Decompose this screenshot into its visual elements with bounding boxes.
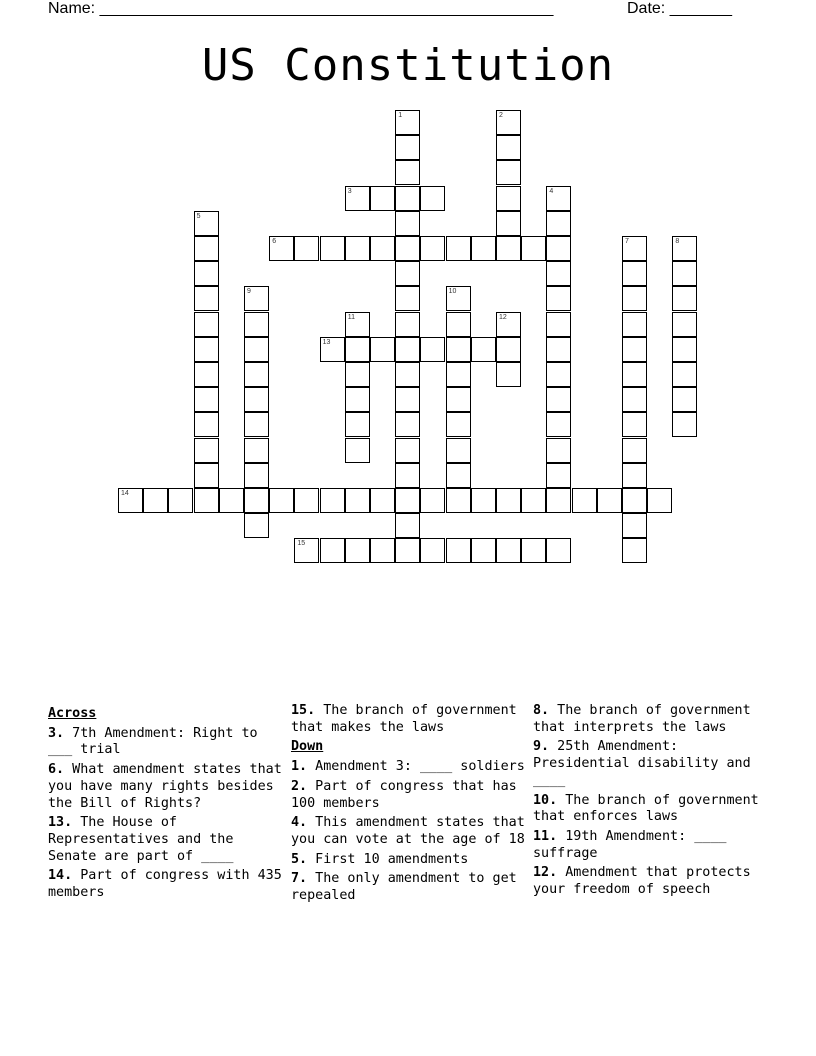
crossword-cell[interactable] xyxy=(546,211,571,236)
crossword-cell[interactable] xyxy=(471,488,496,513)
clue xyxy=(291,779,527,812)
crossword-cell[interactable] xyxy=(345,412,370,437)
crossword-cell[interactable] xyxy=(672,261,697,286)
clue-text: Amendment 3: ____ soldiers xyxy=(307,759,525,775)
crossword-cell[interactable] xyxy=(446,412,471,437)
crossword-cell[interactable] xyxy=(395,110,420,135)
clue-number: 1 xyxy=(398,112,403,119)
clue-text: This amendment states that you can vote at the age of 18 xyxy=(291,815,525,847)
crossword-cell[interactable] xyxy=(168,488,193,513)
crossword-cell[interactable] xyxy=(294,236,319,261)
crossword-cell[interactable] xyxy=(370,236,395,261)
crossword-cell[interactable] xyxy=(622,438,647,463)
clue xyxy=(291,815,527,848)
clue xyxy=(533,865,769,898)
crossword-cell[interactable] xyxy=(345,186,370,211)
clue xyxy=(291,759,527,776)
crossword-cell[interactable] xyxy=(345,362,370,387)
clue-text: Amendment that protects your freedom of speech xyxy=(533,865,751,898)
clue xyxy=(533,793,769,826)
page-title: US Constitution xyxy=(201,40,615,91)
crossword-cell[interactable] xyxy=(244,412,269,437)
crossword-cell[interactable] xyxy=(244,286,269,311)
clue-number-label: 4. xyxy=(291,815,308,831)
clue-text: The branch of government that enforces laws xyxy=(533,792,759,825)
crossword-cell[interactable] xyxy=(269,488,294,513)
crossword-cell[interactable] xyxy=(345,538,370,563)
crossword-cell[interactable] xyxy=(370,337,395,362)
crossword-cell[interactable] xyxy=(320,538,345,563)
crossword-cell[interactable] xyxy=(622,513,647,538)
crossword-cell[interactable] xyxy=(521,488,546,513)
clue-number: 14 xyxy=(121,490,129,497)
crossword-cell[interactable] xyxy=(194,438,219,463)
crossword-cell[interactable] xyxy=(471,337,496,362)
clue-number-label: 15. xyxy=(291,703,316,718)
crossword-cell[interactable] xyxy=(320,236,345,261)
crossword-cell[interactable] xyxy=(446,538,471,563)
crossword-cell[interactable] xyxy=(521,538,546,563)
crossword-cell[interactable] xyxy=(647,488,672,513)
clue-number: 10 xyxy=(448,288,457,296)
crossword-cell[interactable] xyxy=(622,463,647,488)
crossword-cell[interactable] xyxy=(496,186,521,211)
clue-number: 6 xyxy=(272,238,277,245)
crossword-cell[interactable] xyxy=(294,488,319,513)
clue-number: 2 xyxy=(499,112,503,119)
crossword-cell[interactable] xyxy=(471,236,496,261)
clue-number-label: 1. xyxy=(291,759,308,775)
clue-number-label: 8. xyxy=(533,703,550,718)
crossword-cell[interactable] xyxy=(546,312,571,337)
clue xyxy=(48,726,284,759)
crossword-cell[interactable] xyxy=(345,438,370,463)
clue-number-label: 5. xyxy=(291,851,308,867)
clue-text: First 10 amendments xyxy=(307,851,469,867)
clue xyxy=(533,739,769,789)
clue-number: 12 xyxy=(499,313,507,321)
clue xyxy=(48,868,284,901)
clue-column-1 xyxy=(48,703,284,905)
crossword-cell[interactable] xyxy=(244,488,269,513)
clue-text: 7th Amendment: Right to ___ trial xyxy=(48,725,258,758)
crossword-cell[interactable] xyxy=(446,438,471,463)
crossword-cell[interactable] xyxy=(446,362,471,387)
crossword-cell[interactable] xyxy=(546,261,571,286)
crossword-cell[interactable] xyxy=(446,387,471,412)
crossword-cell[interactable] xyxy=(244,513,269,538)
clue-number-label: 6. xyxy=(48,762,65,778)
crossword-cell[interactable] xyxy=(395,261,420,286)
crossword-cell[interactable] xyxy=(395,538,420,563)
crossword-cell[interactable] xyxy=(395,412,420,437)
crossword-cell[interactable] xyxy=(244,312,269,337)
crossword-cell[interactable] xyxy=(546,337,571,362)
crossword-cell[interactable] xyxy=(194,236,219,261)
crossword-cell[interactable] xyxy=(622,286,647,311)
crossword-cell[interactable] xyxy=(546,286,571,311)
crossword-cell[interactable] xyxy=(446,236,471,261)
crossword-cell[interactable] xyxy=(320,337,345,362)
crossword-cell[interactable] xyxy=(597,488,622,513)
crossword-cell[interactable] xyxy=(244,362,269,387)
clue xyxy=(291,852,527,869)
crossword-cell[interactable] xyxy=(546,488,571,513)
crossword-cell[interactable] xyxy=(395,186,420,211)
crossword-cell[interactable] xyxy=(546,412,571,437)
crossword-cell[interactable] xyxy=(395,160,420,185)
crossword-cell[interactable] xyxy=(395,488,420,513)
crossword-cell[interactable] xyxy=(345,488,370,513)
clue-number-label: 12. xyxy=(533,865,558,881)
crossword-cell[interactable] xyxy=(496,236,521,261)
crossword-cell[interactable] xyxy=(244,337,269,362)
crossword-cell[interactable] xyxy=(395,135,420,160)
crossword-cell[interactable] xyxy=(546,387,571,412)
clue-number: 9 xyxy=(247,288,251,296)
crossword-cell[interactable] xyxy=(294,538,319,563)
crossword-cell[interactable] xyxy=(446,312,471,337)
crossword-cell[interactable] xyxy=(219,488,244,513)
crossword-cell[interactable] xyxy=(546,236,571,261)
name-line[interactable]: Name: ___________________________________________________ xyxy=(48,0,554,17)
crossword-cell[interactable] xyxy=(370,538,395,563)
crossword-cell[interactable] xyxy=(194,463,219,488)
crossword-cell[interactable] xyxy=(244,463,269,488)
clue-number: 11 xyxy=(347,313,356,321)
crossword-cell[interactable] xyxy=(471,538,496,563)
crossword-cell[interactable] xyxy=(446,463,471,488)
crossword-cell[interactable] xyxy=(194,211,219,236)
crossword-cell[interactable] xyxy=(622,538,647,563)
crossword-cell[interactable] xyxy=(622,362,647,387)
crossword-cell[interactable] xyxy=(496,160,521,185)
clue-number-label: 9. xyxy=(533,739,550,755)
clue xyxy=(48,762,284,812)
crossword-cell[interactable] xyxy=(194,387,219,412)
crossword-cell[interactable] xyxy=(546,362,571,387)
crossword-cell[interactable] xyxy=(622,236,647,261)
crossword-cell[interactable] xyxy=(672,362,697,387)
crossword-cell[interactable] xyxy=(546,438,571,463)
crossword-cell[interactable] xyxy=(420,186,445,211)
crossword-cell[interactable] xyxy=(345,312,370,337)
clue-heading: Down xyxy=(291,739,324,755)
crossword-cell[interactable] xyxy=(395,362,420,387)
crossword-cell[interactable] xyxy=(420,236,445,261)
crossword-cell[interactable] xyxy=(672,387,697,412)
crossword-cell[interactable] xyxy=(118,488,143,513)
crossword-cell[interactable] xyxy=(269,236,294,261)
crossword-cell[interactable] xyxy=(370,488,395,513)
crossword-cell[interactable] xyxy=(320,488,345,513)
crossword-cell[interactable] xyxy=(194,337,219,362)
crossword-cell[interactable] xyxy=(395,211,420,236)
clue-text: 25th Amendment: Presidential disability and ____ xyxy=(533,739,751,788)
clue xyxy=(291,703,527,736)
crossword-cell[interactable] xyxy=(395,387,420,412)
crossword-cell[interactable] xyxy=(395,337,420,362)
clue-number: 3 xyxy=(347,187,352,195)
clue xyxy=(291,871,527,904)
clue-text: The House of Representatives and the Senate are part of ____ xyxy=(48,815,234,864)
crossword-cell[interactable] xyxy=(546,186,571,211)
clue-number-label: 11. xyxy=(533,828,558,844)
crossword-cell[interactable] xyxy=(572,488,597,513)
crossword-cell[interactable] xyxy=(143,488,168,513)
crossword-cell[interactable] xyxy=(395,513,420,538)
crossword-cell[interactable] xyxy=(672,337,697,362)
crossword-cell[interactable] xyxy=(420,538,445,563)
clue-number: 13 xyxy=(322,338,331,346)
crossword-cell[interactable] xyxy=(521,236,546,261)
crossword-cell[interactable] xyxy=(194,362,219,387)
clue-text: The branch of government that makes the laws xyxy=(291,703,517,735)
clue-text: Part of congress that has 100 members xyxy=(291,778,517,811)
crossword-cell[interactable] xyxy=(496,135,521,160)
crossword-cell[interactable] xyxy=(446,286,471,311)
clue-column-2 xyxy=(291,703,527,908)
clue xyxy=(533,829,769,862)
crossword-cell[interactable] xyxy=(420,488,445,513)
clue-number-label: 7. xyxy=(291,871,308,887)
crossword-cell[interactable] xyxy=(395,312,420,337)
crossword-cell[interactable] xyxy=(194,312,219,337)
crossword-cell[interactable] xyxy=(496,538,521,563)
clue-text: The only amendment to get repealed xyxy=(291,871,517,904)
clue-number: 8 xyxy=(675,238,680,245)
clue-number-label: 10. xyxy=(533,792,558,808)
crossword-cell[interactable] xyxy=(496,110,521,135)
clue xyxy=(48,815,284,865)
clue-number-label: 2. xyxy=(291,778,308,794)
crossword-cell[interactable] xyxy=(395,286,420,311)
clue-number: 5 xyxy=(196,212,201,220)
crossword-cell[interactable] xyxy=(420,337,445,362)
crossword-cell[interactable] xyxy=(546,538,571,563)
crossword-cell[interactable] xyxy=(345,236,370,261)
crossword-cell[interactable] xyxy=(244,387,269,412)
crossword-cell[interactable] xyxy=(622,337,647,362)
crossword-cell[interactable] xyxy=(395,463,420,488)
crossword-cell[interactable] xyxy=(622,412,647,437)
crossword-cell[interactable] xyxy=(622,387,647,412)
crossword-cell[interactable] xyxy=(194,412,219,437)
crossword-cell[interactable] xyxy=(345,337,370,362)
crossword-cell[interactable] xyxy=(496,312,521,337)
clue-text: 19th Amendment: ____ suffrage xyxy=(533,828,727,861)
crossword-cell[interactable] xyxy=(194,261,219,286)
crossword-cell[interactable] xyxy=(370,186,395,211)
clue-number: 15 xyxy=(297,540,306,548)
clue-heading: Across xyxy=(48,706,97,721)
crossword-cell[interactable] xyxy=(496,488,521,513)
crossword-cell[interactable] xyxy=(194,286,219,311)
crossword-cell[interactable] xyxy=(194,488,219,513)
clue-number-label: 14. xyxy=(48,868,73,884)
crossword-cell[interactable] xyxy=(496,337,521,362)
crossword-cell[interactable] xyxy=(496,362,521,387)
crossword-cell[interactable] xyxy=(672,312,697,337)
clue xyxy=(533,703,769,736)
date-line[interactable]: Date: _______ xyxy=(627,0,732,17)
clue-text: The branch of government that interprets the laws xyxy=(533,703,751,735)
crossword-cell[interactable] xyxy=(622,261,647,286)
crossword-cell[interactable] xyxy=(546,463,571,488)
clue-number-label: 3. xyxy=(48,725,65,741)
clue-number: 7 xyxy=(625,238,629,245)
crossword-cell[interactable] xyxy=(496,211,521,236)
crossword-cell[interactable] xyxy=(622,312,647,337)
crossword-cell[interactable] xyxy=(395,438,420,463)
crossword-cell[interactable] xyxy=(395,236,420,261)
crossword-cell[interactable] xyxy=(672,286,697,311)
crossword-cell[interactable] xyxy=(672,236,697,261)
clue-column-3 xyxy=(533,703,769,902)
crossword-cell[interactable] xyxy=(345,387,370,412)
crossword-cell[interactable] xyxy=(244,438,269,463)
crossword-cell[interactable] xyxy=(672,412,697,437)
clue-number: 4 xyxy=(549,187,554,195)
clue-text: What amendment states that you have many rights besides the Bill of Rights? xyxy=(48,762,282,811)
clue-number-label: 13. xyxy=(48,815,73,831)
crossword-cell[interactable] xyxy=(446,488,471,513)
clue-text: Part of congress with 435 members xyxy=(48,868,282,901)
crossword-cell[interactable] xyxy=(622,488,647,513)
crossword-cell[interactable] xyxy=(446,337,471,362)
